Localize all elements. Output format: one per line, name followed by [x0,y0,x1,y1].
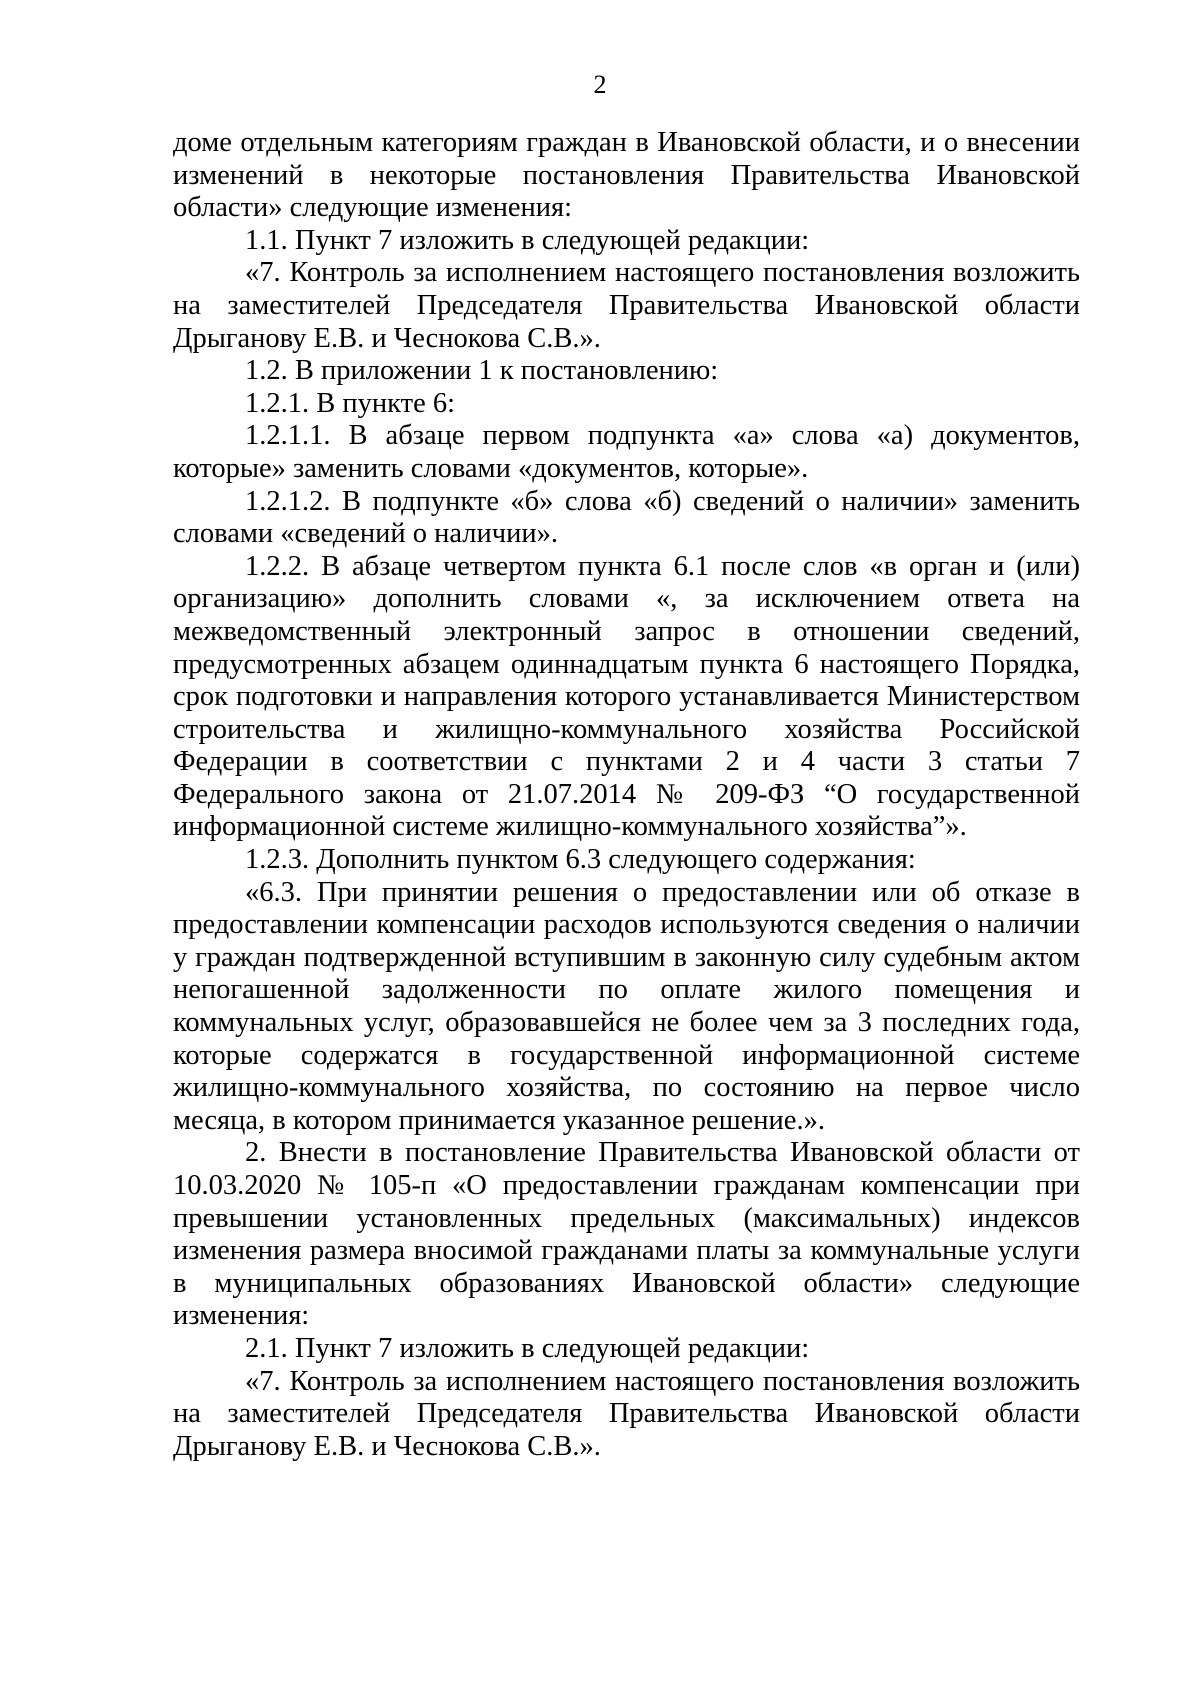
page-number: 2 [593,70,607,99]
paragraph-1-2-3: 1.2.3. Дополнить пунктом 6.3 следующего содержания: [245,844,916,876]
paragraph-1-2-1: 1.2.1. В пункте 6: [245,387,456,419]
paragraph-1-2: 1.2. В приложении 1 к постановлению: [245,355,719,387]
paragraph-2-1: 2.1. Пункт 7 изложить в следующей редакции: [245,1332,810,1364]
paragraph-2-1-text: «7. Контроль за исполнением настоящего постановления возложить на заместителей Председателя Правительства Ивановской области Дрыганову Е.В. и Чеснокова С.В.». [173,1365,1080,1462]
paragraph-1-1-text: «7. Контроль за исполнением настоящего постановления возложить на заместителей Председателя Правительства Ивановской области Дрыганову Е.В. и Чеснокова С.В.». [173,257,1080,354]
paragraph-1-2-1-2: 1.2.1.2. В подпункте «б» слова «б) сведений о наличии» заменить словами «сведений о наличии». [173,485,1080,550]
paragraph-continuation: доме отдельным категориям граждан в Ивановской области, и о внесении изменений в некоторые постановления Правительства Ивановской области» следующие изменения: [173,127,1080,224]
paragraph-1-2-1-1: 1.2.1.1. В абзаце первом подпункта «а» слова «а) документов, которые» заменить словами «документов, которые». [173,420,1080,484]
paragraph-2: 2. Внести в постановление Правительства Ивановской области от 10.03.2020 № 105-п «О предоставлении гражданам компенсации при превышении установленных предельных (максимальных) индексов изменения размера вносимой гражданами платы за коммунальные услуги в муниципальных образованиях Ивановской области» следующие изменения: [173,1137,1080,1332]
document-body [173,127,1080,1463]
paragraph-6-3-text: «6.3. При принятии решения о предоставлении или об отказе в предоставлении компенсации расходов используются сведения о наличии у граждан подтвержденной вступившим в законную силу судебным актом непогашенной задолженности по оплате жилого помещения и коммунальных услуг, образовавшейся не более чем за 3 последних года, которые содержатся в государственной информационной системе жилищно-коммунального хозяйства, по состоянию на первое число месяца, в котором принимается указанное решение.». [173,876,1080,1136]
paragraph-1-2-2: 1.2.2. В абзаце четвертом пункта 6.1 после слов «в орган и (или) организацию» дополнить словами «, за исключением ответа на межведомственный электронный запрос в отношении сведений, предусмотренных абзацем одиннадцатым пункта 6 настоящего Порядка, срок подготовки и направления которого устанавливается Министерством строительства и жилищно-коммунального хозяйства Российской Федерации в соответствии с пунктами 2 и 4 части 3 статьи 7 Федерального закона от 21.07.2014 № 209-ФЗ “О государственной информационной системе жилищно-коммунального хозяйства”». [173,550,1080,843]
paragraph-1-1: 1.1. Пункт 7 изложить в следующей редакции: [245,224,810,256]
